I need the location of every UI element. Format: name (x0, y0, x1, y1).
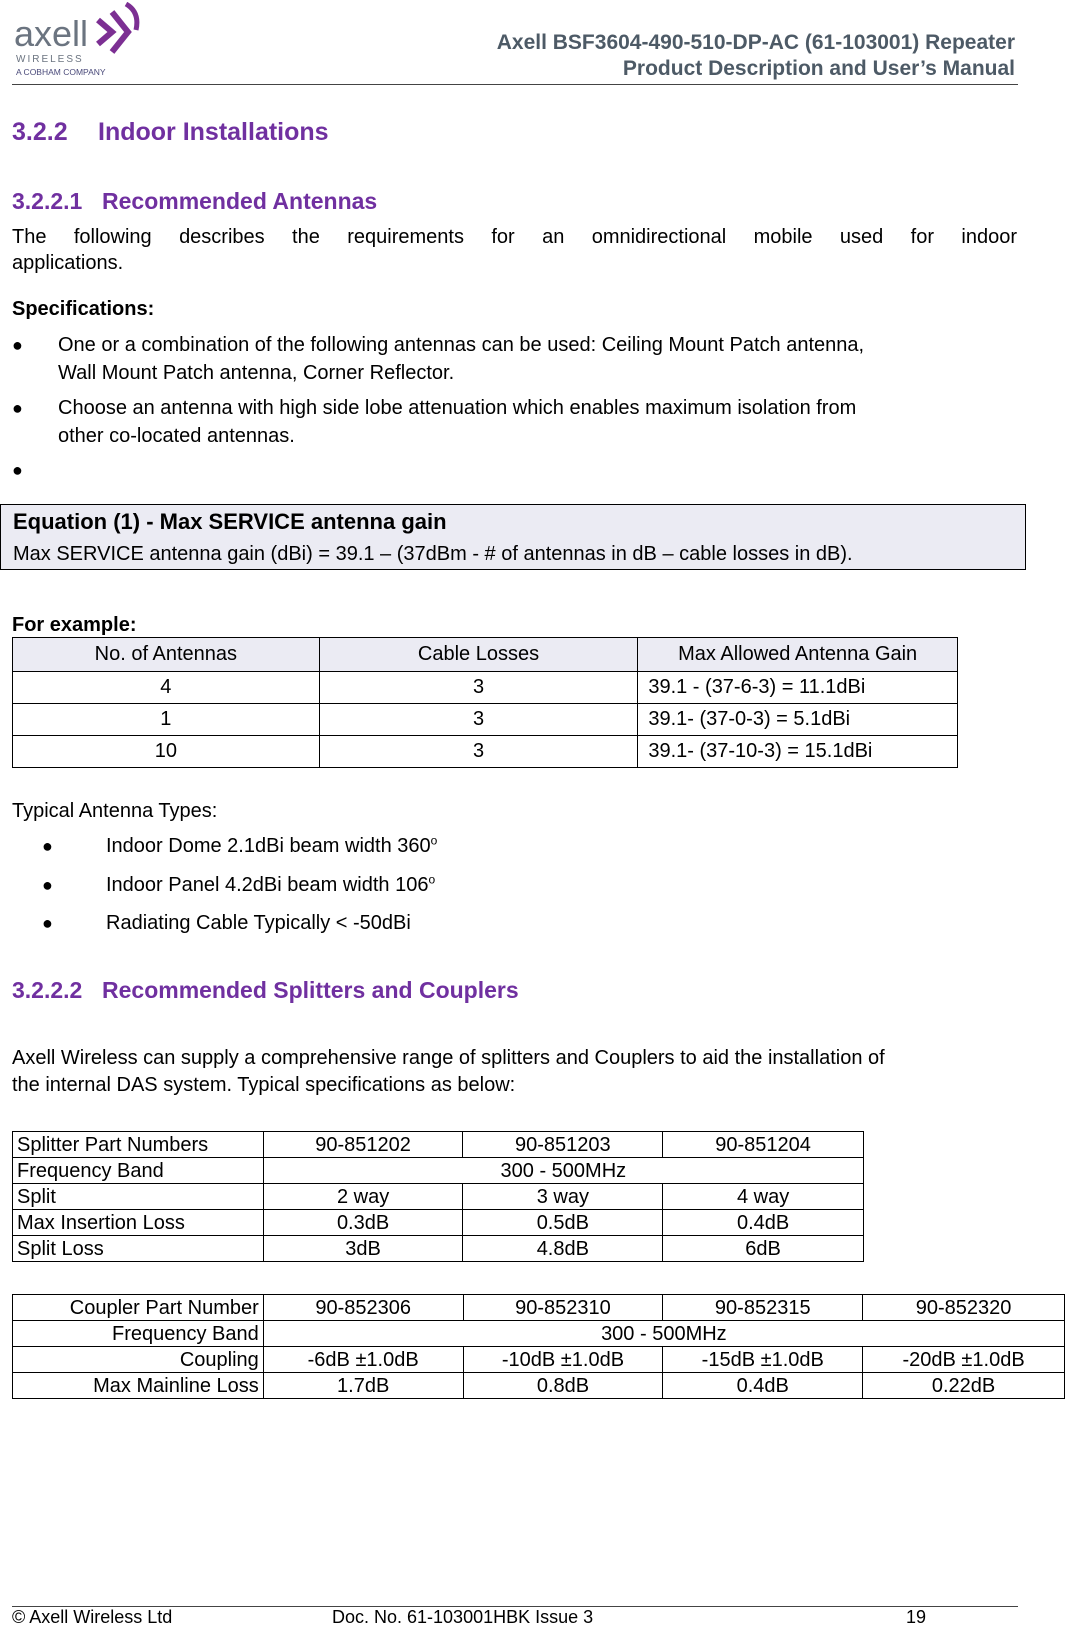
equation-formula: Max SERVICE antenna gain (dBi) = 39.1 – (37dBm - # of antennas in dB – cable losses in dB). (13, 543, 853, 565)
example-header-cell: Max Allowed Antenna Gain (638, 638, 958, 672)
company-logo (14, 2, 146, 80)
table-cell: 0.4dB (663, 1210, 864, 1236)
footer-doc-number: Doc. No. 61-103001HBK Issue 3 (332, 1607, 594, 1627)
table-row (13, 1236, 864, 1262)
table-cell: -6dB ±1.0dB (263, 1347, 463, 1373)
example-header-cell: Cable Losses (319, 638, 638, 672)
table-cell: -15dB ±1.0dB (663, 1347, 863, 1373)
typical-item-3-text: Radiating Cable Typically < -50dBi (106, 912, 411, 934)
table-cell: 39.1 - (37-6-3) = 11.1dBi (638, 672, 958, 704)
table-row (13, 704, 958, 736)
table-cell: 300 - 500MHz (263, 1158, 863, 1184)
table-row (13, 1210, 864, 1236)
header-title-line2: Product Description and User’s Manual (622, 57, 1015, 80)
section-number: 3.2.2 (12, 118, 68, 146)
bullet-icon: ● (12, 460, 23, 480)
spec-bullet-1 (12, 331, 992, 387)
table-cell: -20dB ±1.0dB (863, 1347, 1065, 1373)
table-cell: 90-851203 (463, 1132, 663, 1158)
table-cell: 2 way (263, 1184, 463, 1210)
table-row (13, 672, 958, 704)
typical-item-1 (12, 832, 912, 860)
table-cell: 300 - 500MHz (263, 1321, 1064, 1347)
table-cell: 4.8dB (463, 1236, 663, 1262)
table-cell: 0.8dB (463, 1373, 663, 1399)
table-cell: 0.3dB (263, 1210, 463, 1236)
specifications-label: Specifications: (12, 298, 155, 320)
table-row (13, 1184, 864, 1210)
table-cell: Split Loss (13, 1236, 264, 1262)
section-title: Indoor Installations (98, 118, 329, 146)
table-cell: 3 way (463, 1184, 663, 1210)
table-cell: 90-852315 (663, 1295, 863, 1321)
table-cell: 90-852306 (263, 1295, 463, 1321)
bullet-icon: ● (12, 398, 23, 418)
equation-box (0, 504, 1026, 570)
table-cell: 90-852320 (863, 1295, 1065, 1321)
example-header-row (13, 638, 958, 672)
table-cell: Splitter Part Numbers (13, 1132, 264, 1158)
example-header-cell: No. of Antennas (13, 638, 320, 672)
table-cell: 0.5dB (463, 1210, 663, 1236)
table-cell: Coupler Part Number (13, 1295, 264, 1321)
table-cell: 3 (319, 736, 638, 768)
typical-label: Typical Antenna Types: (12, 800, 218, 822)
table-cell: 10 (13, 736, 320, 768)
table-cell: Split (13, 1184, 264, 1210)
splitters-title: Recommended Splitters and Couplers (102, 977, 519, 1003)
logo-arc (126, 4, 137, 30)
table-cell: -10dB ±1.0dB (463, 1347, 663, 1373)
table-cell: 4 way (663, 1184, 864, 1210)
table-cell: 90-851204 (663, 1132, 864, 1158)
spec-bullet-1-line2: Wall Mount Patch antenna, Corner Reflector. (58, 362, 455, 384)
example-table (12, 637, 958, 768)
coupler-table (12, 1294, 1065, 1399)
logo-tagline: A COBHAM COMPANY (16, 67, 106, 77)
table-cell: 6dB (663, 1236, 864, 1262)
logo-wireless: WIRELESS (16, 54, 84, 65)
table-row (13, 1347, 1065, 1373)
spec-bullet-2-line1: Choose an antenna with high side lobe attenuation which enables maximum isolation from (58, 397, 857, 419)
antennas-number: 3.2.2.1 (12, 188, 83, 214)
typical-item-2-text: Indoor Panel 4.2dBi beam width 106 (106, 874, 429, 896)
footer-copyright: © Axell Wireless Ltd (12, 1607, 173, 1627)
bullet-icon: ● (42, 913, 53, 933)
splitters-heading (12, 977, 519, 1004)
table-cell: Max Mainline Loss (13, 1373, 264, 1399)
degree-sup: o (428, 872, 436, 887)
example-label: For example: (12, 614, 137, 636)
spec-bullet-2 (12, 394, 992, 450)
table-row (13, 1321, 1065, 1347)
spec-bullet-2-line2: other co-located antennas. (58, 425, 295, 447)
typical-item-1-text: Indoor Dome 2.1dBi beam width 360 (106, 835, 431, 857)
header-title-line1: Axell BSF3604-490-510-DP-AC (61-103001) Repeater (496, 31, 1015, 54)
table-cell: 0.4dB (663, 1373, 863, 1399)
table-cell: 0.22dB (863, 1373, 1065, 1399)
splitters-intro-line2: the internal DAS system. Typical specifications as below: (12, 1074, 516, 1096)
splitters-number: 3.2.2.2 (12, 977, 83, 1003)
splitters-intro-line1: Axell Wireless can supply a comprehensive range of splitters and Couplers to aid the installation of (12, 1047, 885, 1069)
table-cell: Max Insertion Loss (13, 1210, 264, 1236)
table-row (13, 1158, 864, 1184)
degree-sup: o (430, 833, 438, 848)
table-cell: Frequency Band (13, 1321, 264, 1347)
antennas-intro-cont: applications. (12, 252, 124, 274)
bullet-icon: ● (42, 836, 53, 856)
table-row (13, 736, 958, 768)
table-cell: 90-852310 (463, 1295, 663, 1321)
antennas-intro: The following describes the requirements for an omnidirectional mobile used for indoor (12, 226, 1017, 248)
logo-chevron-1 (98, 20, 112, 44)
table-cell: 39.1- (37-10-3) = 15.1dBi (638, 736, 958, 768)
table-cell: 3dB (263, 1236, 463, 1262)
table-cell: 1 (13, 704, 320, 736)
equation-title: Equation (1) - Max SERVICE antenna gain (13, 509, 447, 534)
footer-page-number: 19 (906, 1607, 927, 1627)
header-divider (12, 84, 1018, 85)
table-row (13, 1132, 864, 1158)
table-cell: 1.7dB (263, 1373, 463, 1399)
bullet-icon: ● (12, 335, 23, 355)
table-cell: Coupling (13, 1347, 264, 1373)
logo-wordmark: axell (14, 13, 89, 54)
table-cell: Frequency Band (13, 1158, 264, 1184)
antennas-heading (12, 188, 377, 215)
bullet-icon: ● (42, 875, 53, 895)
section-heading (12, 118, 329, 147)
antennas-title: Recommended Antennas (102, 188, 378, 214)
table-cell: 39.1- (37-0-3) = 5.1dBi (638, 704, 958, 736)
splitter-table (12, 1131, 864, 1262)
table-cell: 4 (13, 672, 320, 704)
table-row (13, 1295, 1065, 1321)
typical-item-3 (12, 909, 912, 937)
table-cell: 3 (319, 704, 638, 736)
table-cell: 90-851202 (263, 1132, 463, 1158)
table-row (13, 1373, 1065, 1399)
axell-logo-graphic (14, 2, 146, 80)
spec-bullet-1-line1: One or a combination of the following antennas can be used: Ceiling Mount Patch antenna, (58, 334, 865, 356)
typical-item-2 (12, 871, 912, 899)
table-cell: 3 (319, 672, 638, 704)
